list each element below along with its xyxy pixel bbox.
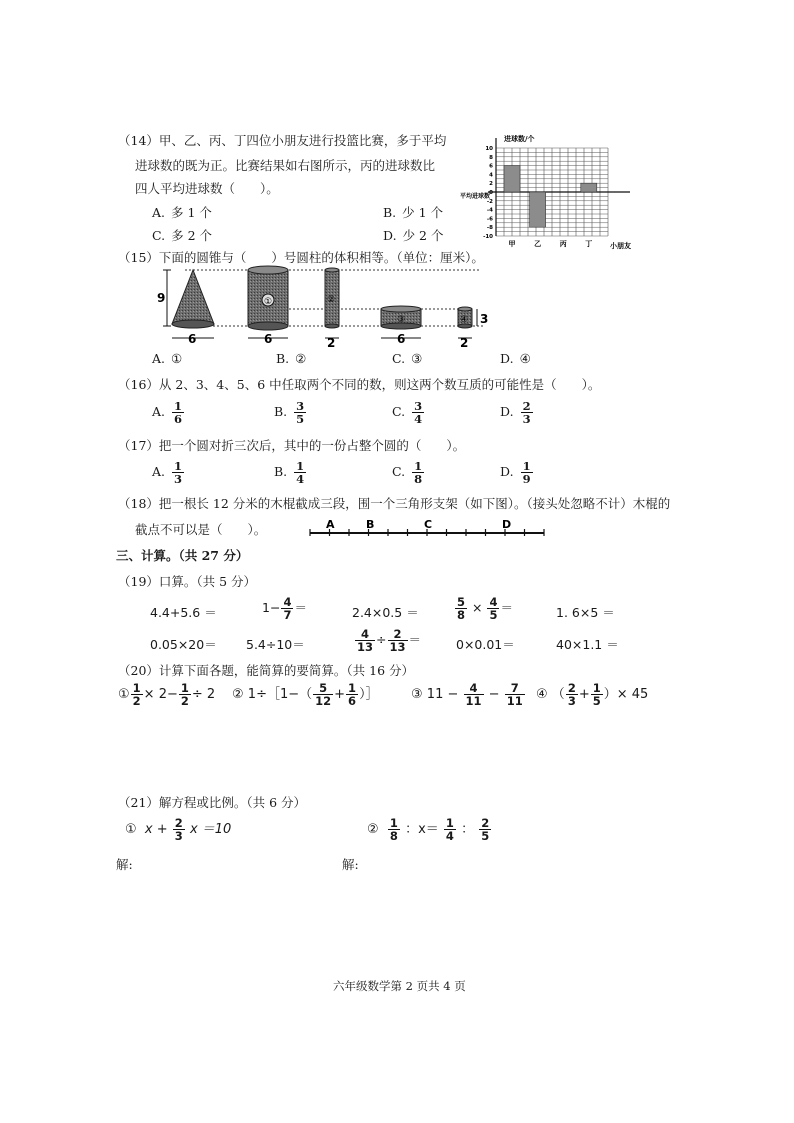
- q15-option-a[interactable]: A. ①: [152, 351, 183, 366]
- cylinder-3-diameter: 6: [397, 332, 406, 346]
- category-label-丙: 丙: [559, 240, 567, 248]
- q14-option-c[interactable]: C. 多 2 个: [152, 228, 212, 243]
- q14-option-a[interactable]: A. 多 1 个: [152, 205, 212, 220]
- q18-line2: 截点不可以是（ ）。: [135, 522, 267, 537]
- q19-item-h: $\frac{4}{13}$ ÷ $\frac{2}{13}$ ＝: [357, 627, 422, 655]
- q19-item-i: 0×0.01＝: [456, 637, 515, 652]
- q17-option-a[interactable]: A. $\frac{1}{3}$: [152, 459, 183, 487]
- cylinder-2-diameter: 2: [327, 336, 336, 350]
- q18-line1: （18）把一根长 12 分米的木棍截成三段，围一个三角形支架（如下图）。（接头处忽略不计）木棍的: [118, 496, 671, 511]
- fraction: $\frac{1}{9}$: [522, 459, 531, 487]
- cone-diameter-label: 6: [188, 332, 197, 346]
- y-tick-label: -10: [483, 234, 493, 240]
- q17-option-c[interactable]: C. $\frac{1}{8}$: [392, 459, 423, 487]
- y-tick-label: 10: [485, 146, 493, 152]
- point-c-label: C: [424, 518, 433, 531]
- category-label-丁: 丁: [585, 240, 593, 248]
- q15-option-d[interactable]: D. ④: [500, 351, 531, 366]
- q19-item-j: 40×1.1 ＝: [556, 637, 619, 652]
- cylinder-4-height: 3: [480, 312, 489, 326]
- q21-answer-label-2: 解:: [342, 857, 359, 872]
- q15-stem: （15）下面的圆锥与（ ）号圆柱的体积相等。（单位：厘米）。: [118, 250, 484, 265]
- q21-title: （21）解方程或比例。（共 6 分）: [118, 795, 307, 810]
- y-tick-label: 8: [489, 154, 493, 161]
- q18-stick-figure: [308, 516, 548, 538]
- q19-item-d: $\frac{5}{8}$ × $\frac{4}{5}$ ＝: [457, 595, 513, 623]
- q16-option-d[interactable]: D. $\frac{2}{3}$: [500, 399, 531, 427]
- q15-solids-figure: [155, 262, 500, 350]
- q19-item-a: 4.4+5.6 ＝: [150, 605, 217, 620]
- cylinder-1-label: ①: [264, 297, 273, 307]
- y-tick-label: -8: [486, 225, 493, 232]
- average-line-label: 平均进球数: [460, 193, 491, 200]
- chart-ylabel: 进球数/个: [504, 135, 535, 143]
- q21-equation-2: ② $\frac{1}{8}$ ：x＝ $\frac{1}{4}$ ： $\frac{2}{5}$: [367, 816, 490, 844]
- cylinder-1-diameter: 6: [264, 332, 273, 346]
- q14-line3: 四人平均进球数（ ）。: [135, 181, 279, 196]
- q20-problem-4: ④ （ $\frac{2}{3}$ + $\frac{1}{5}$ ）× 45: [536, 681, 649, 709]
- cone-height-label: 9: [157, 291, 166, 305]
- q17-option-b[interactable]: B. $\frac{1}{4}$: [274, 459, 305, 487]
- q19-item-f: 0.05×20＝: [150, 637, 217, 652]
- bar-丁: [581, 183, 597, 192]
- y-tick-label: 6: [489, 163, 493, 170]
- q17-stem: （17）把一个圆对折三次后，其中的一份占整个圆的（ ）。: [118, 438, 466, 453]
- fraction: $\frac{3}{4}$: [414, 399, 423, 427]
- cone-shape: [172, 270, 214, 324]
- q16-option-c[interactable]: C. $\frac{3}{4}$: [392, 399, 423, 427]
- q15-option-c[interactable]: C. ③: [392, 351, 423, 366]
- bar-乙: [530, 192, 546, 227]
- q19-item-e: 1. 6×5 ＝: [556, 605, 615, 620]
- fraction: $\frac{3}{5}$: [296, 399, 305, 427]
- y-tick-label: 0: [489, 190, 493, 196]
- fraction: $\frac{1}{6}$: [174, 399, 183, 427]
- bar-甲: [504, 166, 520, 192]
- fraction: $\frac{1}{8}$: [414, 459, 423, 487]
- point-b-label: B: [366, 518, 375, 531]
- cylinder-3-label: ③: [397, 315, 406, 325]
- goal-bar-chart: [458, 128, 643, 258]
- q19-item-c: 2.4×0.5 ＝: [352, 605, 419, 620]
- section-3-title: 三、计算。（共 27 分）: [116, 548, 249, 563]
- q21-equation-1: ① x + $\frac{2}{3}$ x ＝10: [125, 816, 232, 844]
- q17-option-d[interactable]: D. $\frac{1}{9}$: [500, 459, 531, 487]
- q19-title: （19）口算。（共 5 分）: [118, 574, 257, 589]
- q20-title: （20）计算下面各题，能简算的要简算。（共 16 分）: [118, 663, 415, 678]
- category-label-乙: 乙: [534, 240, 542, 248]
- chart-xlabel: 小朋友: [610, 242, 631, 250]
- q20-problem-1: ① $\frac{1}{2}$ × 2− $\frac{1}{2}$ ÷ 2: [118, 681, 216, 709]
- y-tick-label: 4: [489, 172, 493, 179]
- q14-option-d[interactable]: D. 少 2 个: [383, 228, 444, 243]
- q16-stem: （16）从 2、3、4、5、6 中任取两个不同的数，则这两个数互质的可能性是（ ）。: [118, 377, 601, 392]
- page-footer: 六年级数学第 2 页共 4 页: [333, 979, 466, 993]
- q15-option-b[interactable]: B. ②: [276, 351, 307, 366]
- fraction: $\frac{1}{3}$: [174, 459, 183, 487]
- category-label-甲: 甲: [508, 240, 516, 248]
- cylinder-4-label: ④: [460, 315, 469, 325]
- point-a-label: A: [326, 518, 335, 531]
- fraction: $\frac{1}{4}$: [296, 459, 305, 487]
- fraction: $\frac{2}{3}$: [522, 399, 531, 427]
- q14-line1: （14）甲、乙、丙、丁四位小朋友进行投篮比赛，多于平均: [118, 133, 447, 148]
- y-tick-label: -2: [486, 198, 493, 205]
- q16-option-b[interactable]: B. $\frac{3}{5}$: [274, 399, 305, 427]
- q20-problem-3: ③ 11 − $\frac{4}{11}$ − $\frac{7}{11}$: [411, 681, 523, 709]
- q19-item-b: 1− $\frac{4}{7}$ ＝: [262, 595, 307, 623]
- q20-problem-2: ② 1÷［1−（ $\frac{5}{12}$ + $\frac{1}{6}$ ）］: [232, 681, 379, 709]
- y-tick-label: -6: [486, 216, 493, 223]
- q19-item-g: 5.4÷10＝: [246, 637, 305, 652]
- q21-answer-label-1: 解:: [116, 857, 133, 872]
- y-tick-label: 2: [489, 181, 493, 188]
- y-tick-label: -4: [486, 207, 493, 214]
- cylinder-4-diameter: 2: [460, 336, 469, 350]
- q14-option-b[interactable]: B. 少 1 个: [383, 205, 444, 220]
- chart-categories: [509, 239, 593, 248]
- cylinder-2-label: ②: [327, 295, 336, 305]
- q16-option-a[interactable]: A. $\frac{1}{6}$: [152, 399, 183, 427]
- point-d-label: D: [502, 518, 512, 531]
- q14-line2: 进球数的既为正。比赛结果如右图所示，丙的进球数比: [135, 158, 436, 173]
